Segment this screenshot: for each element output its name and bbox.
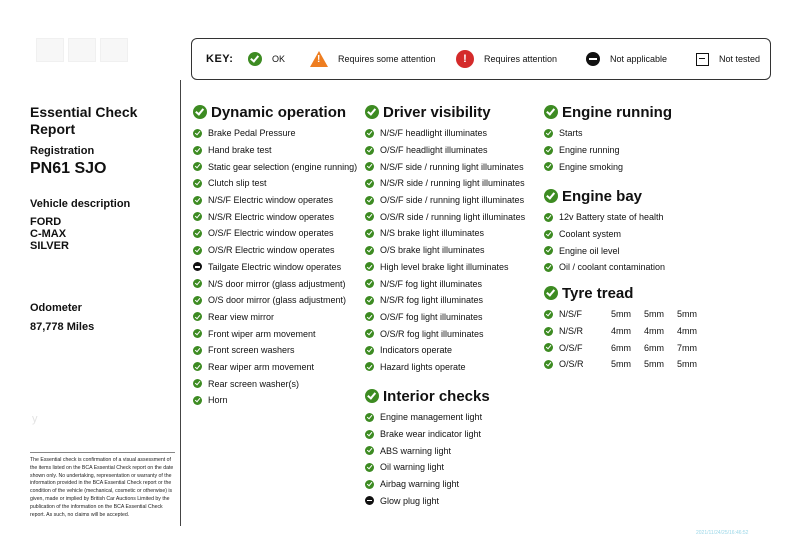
check-item-label: O/S door mirror (glass adjustment): [208, 295, 347, 306]
ok-check-icon: [193, 179, 202, 188]
check-item: [544, 259, 665, 276]
odometer-value: 87,778 Miles: [30, 321, 95, 333]
column-divider: [180, 80, 181, 526]
ok-check-icon: [365, 446, 374, 455]
ok-check-icon: [544, 146, 553, 155]
tyre-row: [544, 306, 710, 323]
check-item: [193, 125, 357, 142]
tread-depth: 5mm: [677, 309, 697, 320]
check-item: [365, 208, 525, 225]
not-tested-icon: [696, 53, 709, 66]
section-title: Driver visibility: [383, 103, 491, 121]
check-item: [544, 209, 665, 226]
check-item-label: Airbag warning light: [380, 479, 460, 490]
check-item: [365, 426, 490, 443]
check-item-label: Engine smoking: [559, 161, 624, 172]
ok-check-icon: [544, 162, 553, 171]
check-list: [365, 409, 490, 509]
check-item-label: O/S/R Electric window operates: [208, 245, 335, 256]
ok-check-icon: [365, 196, 374, 205]
check-item-label: Front wiper arm movement: [208, 328, 316, 339]
check-item: [365, 259, 525, 276]
check-item-label: Hand brake test: [208, 145, 272, 156]
tread-depth: 7mm: [677, 342, 697, 353]
section-interior-checks: [365, 386, 490, 509]
check-item-label: N/S/F Electric window operates: [208, 195, 334, 206]
check-item-label: N/S brake light illuminates: [380, 228, 485, 239]
key-item-not-applicable: [586, 48, 667, 70]
ok-check-icon: [365, 179, 374, 188]
ok-check-icon: [193, 129, 202, 138]
check-item-label: N/S/R Electric window operates: [208, 211, 335, 222]
ok-check-icon: [544, 105, 558, 119]
check-item: [365, 175, 525, 192]
check-item-label: N/S/F fog light illuminates: [380, 278, 483, 289]
vehicle-panel: [0, 0, 182, 546]
bca-logo: [36, 38, 136, 68]
key-label-some-attention: Requires some attention: [338, 54, 436, 64]
check-item: [193, 342, 357, 359]
ok-check-icon: [365, 229, 374, 238]
registration-label: Registration: [30, 145, 95, 157]
tyre-position: O/S/F: [559, 342, 583, 353]
ok-check-icon: [193, 346, 202, 355]
check-item-label: Engine running: [559, 145, 620, 156]
ok-check-icon: [365, 329, 374, 338]
ok-check-icon: [365, 430, 374, 439]
section-title: Tyre tread: [562, 284, 634, 302]
ok-check-icon: [544, 360, 553, 369]
tyre-row: [544, 339, 710, 356]
tread-depth: 6mm: [644, 342, 664, 353]
check-item-label: Starts: [559, 128, 583, 139]
ok-check-icon: [365, 212, 374, 221]
ok-check-icon: [544, 189, 558, 203]
check-item-label: High level brake light illuminates: [380, 261, 509, 272]
check-item-label: Static gear selection (engine running): [208, 161, 358, 172]
check-item-label: Clutch slip test: [208, 178, 267, 189]
ok-check-icon: [544, 213, 553, 222]
vehicle-description: [30, 216, 69, 252]
key-item-ok: [248, 48, 285, 70]
section-engine-bay: [544, 186, 665, 276]
ok-check-icon: [365, 279, 374, 288]
check-item: [193, 359, 357, 376]
warning-triangle-icon: [310, 51, 328, 67]
ok-check-icon: [365, 480, 374, 489]
ok-check-icon: [193, 196, 202, 205]
tread-depth: 5mm: [677, 359, 697, 370]
faded-watermark: y: [32, 413, 38, 425]
ok-check-icon: [193, 396, 202, 405]
check-item: [365, 192, 525, 209]
footer-timestamp: 2021/11/24/25/16:46:52: [696, 530, 749, 536]
section-title: Interior checks: [383, 387, 490, 405]
check-item: [193, 292, 357, 309]
check-item: [365, 459, 490, 476]
check-item: [365, 142, 525, 159]
vehicle-model: C-MAX: [30, 228, 67, 240]
tread-depth: 5mm: [611, 359, 631, 370]
check-item: [544, 242, 665, 259]
check-list: [544, 209, 665, 276]
ok-check-icon: [193, 212, 202, 221]
check-item-label: N/S door mirror (glass adjustment): [208, 278, 346, 289]
check-item: [193, 275, 357, 292]
tyre-row: [544, 323, 710, 340]
not-applicable-icon: [365, 496, 374, 505]
check-item-label: Brake wear indicator light: [380, 429, 482, 440]
ok-check-icon: [365, 296, 374, 305]
check-item-label: Tailgate Electric window operates: [208, 261, 342, 272]
check-item-label: Rear view mirror: [208, 311, 275, 322]
check-item-label: Rear screen washer(s): [208, 378, 300, 389]
check-item-label: N/S/R fog light illuminates: [380, 295, 484, 306]
section-title: Engine running: [562, 103, 672, 121]
tread-depth: 5mm: [644, 309, 664, 320]
ok-check-icon: [365, 389, 379, 403]
ok-check-icon: [544, 129, 553, 138]
section-engine-running: [544, 102, 672, 175]
ok-check-icon: [365, 162, 374, 171]
ok-check-icon: [193, 105, 207, 119]
check-list: [193, 125, 357, 409]
section-title: Engine bay: [562, 187, 643, 205]
section-dynamic-operation: [193, 102, 357, 409]
check-item: [193, 392, 357, 409]
check-item: [193, 225, 357, 242]
check-item: [365, 125, 525, 142]
check-item-label: Indicators operate: [380, 345, 453, 356]
attention-red-icon: !: [456, 50, 474, 68]
check-item-label: Rear wiper arm movement: [208, 361, 315, 372]
vehicle-make: FORD: [30, 216, 62, 228]
ok-check-icon: [365, 362, 374, 371]
check-item: [365, 359, 525, 376]
ok-check-icon: [365, 463, 374, 472]
tread-depth: 5mm: [611, 309, 631, 320]
ok-check-icon: [365, 346, 374, 355]
ok-check-icon: [193, 312, 202, 321]
check-item-label: N/S/F headlight illuminates: [380, 128, 488, 139]
check-item-label: Brake Pedal Pressure: [208, 128, 296, 139]
section-driver-visibility: [365, 102, 525, 375]
tyre-table: [544, 306, 710, 373]
ok-check-icon: [544, 286, 558, 300]
tread-depth: 4mm: [644, 326, 664, 337]
key-label-not-tested: Not tested: [719, 54, 761, 64]
ok-check-icon: [193, 362, 202, 371]
check-item: [193, 192, 357, 209]
key-item-attention: [456, 48, 557, 70]
check-item-label: 12v Battery state of health: [559, 212, 664, 223]
ok-check-icon: [193, 379, 202, 388]
check-item: [193, 142, 357, 159]
check-item: [365, 342, 525, 359]
check-item: [365, 409, 490, 426]
check-item: [365, 442, 490, 459]
tread-depth: 4mm: [611, 326, 631, 337]
check-item: [365, 242, 525, 259]
check-item: [544, 226, 665, 243]
check-item: [544, 125, 672, 142]
ok-check-icon: [365, 129, 374, 138]
ok-check-icon: [193, 329, 202, 338]
check-item-label: O/S/F side / running light illuminates: [380, 195, 525, 206]
check-item: [193, 158, 357, 175]
check-item-label: N/S/F side / running light illuminates: [380, 161, 524, 172]
check-item: [544, 158, 672, 175]
ok-check-icon: [544, 343, 553, 352]
tread-depth: 6mm: [611, 342, 631, 353]
check-item: [193, 259, 357, 276]
ok-check-icon: [365, 105, 379, 119]
check-list: [544, 125, 672, 175]
ok-check-icon: [365, 262, 374, 271]
odometer-label: Odometer: [30, 302, 82, 314]
not-applicable-icon: [586, 52, 600, 66]
check-list: [365, 125, 525, 375]
ok-check-icon: [365, 146, 374, 155]
ok-check-icon: [365, 312, 374, 321]
check-item-label: Oil warning light: [380, 462, 445, 473]
ok-check-icon: [193, 146, 202, 155]
disclaimer-divider: [30, 452, 175, 453]
ok-check-icon: [544, 327, 553, 336]
tyre-position: N/S/R: [559, 326, 584, 337]
vehicle-colour: SILVER: [30, 240, 69, 252]
check-item-label: Engine oil level: [559, 245, 620, 256]
check-item: [544, 142, 672, 159]
check-item-label: O/S/R fog light illuminates: [380, 328, 484, 339]
check-item-label: N/S/R side / running light illuminates: [380, 178, 525, 189]
check-item: [365, 476, 490, 493]
ok-check-icon: [365, 246, 374, 255]
check-item: [365, 275, 525, 292]
check-item-label: Engine management light: [380, 412, 483, 423]
ok-check-icon: [248, 52, 262, 66]
tyre-row: [544, 356, 710, 373]
ok-check-icon: [193, 279, 202, 288]
check-item-label: O/S brake light illuminates: [380, 245, 485, 256]
registration-value: PN61 SJO: [30, 160, 107, 177]
check-item-label: Horn: [208, 395, 228, 406]
check-item-label: O/S/R side / running light illuminates: [380, 211, 526, 222]
check-item-label: Coolant system: [559, 229, 622, 240]
ok-check-icon: [544, 310, 553, 319]
section-title: Dynamic operation: [211, 103, 347, 121]
tyre-position: O/S/R: [559, 359, 584, 370]
check-item-label: ABS warning light: [380, 445, 452, 456]
check-item: [193, 242, 357, 259]
key-label-attention: Requires attention: [484, 54, 558, 64]
check-item-label: O/S/F headlight illuminates: [380, 145, 488, 156]
check-item-label: O/S/F fog light illuminates: [380, 311, 483, 322]
check-item-label: Oil / coolant contamination: [559, 262, 666, 273]
tread-depth: 4mm: [677, 326, 697, 337]
vehicle-description-label: Vehicle description: [30, 198, 131, 210]
ok-check-icon: [544, 230, 553, 239]
check-item: [365, 325, 525, 342]
ok-check-icon: [193, 246, 202, 255]
disclaimer-text: The Essential check is confirmation of a visual assessment of the items listed on the BCA Essential Check report on the date shown only. No undertaking, representation or warranty of the information provided in the BCA Essential Check report or the condition of the vehicle (mechanical, cosmetic or otherwise) is given, made or implied by British Car Auctions Limited by the publication of the information on the BCA Essential Check report. As such, no claims will be accepted.: [30, 457, 174, 518]
check-item: [193, 309, 357, 326]
ok-check-icon: [193, 296, 202, 305]
check-item: [193, 208, 357, 225]
key-label-not-applicable: Not applicable: [610, 54, 668, 64]
check-item: [365, 492, 490, 509]
key-title: KEY:: [206, 53, 234, 65]
tread-depth: 5mm: [644, 359, 664, 370]
key-legend: [191, 38, 771, 80]
ok-check-icon: [365, 413, 374, 422]
check-item-label: Hazard lights operate: [380, 361, 466, 372]
ok-check-icon: [544, 246, 553, 255]
key-item-not-tested: [696, 48, 760, 70]
check-item: [193, 175, 357, 192]
check-item-label: O/S/F Electric window operates: [208, 228, 334, 239]
check-item: [365, 158, 525, 175]
key-label-ok: OK: [272, 54, 286, 64]
not-applicable-icon: [193, 262, 202, 271]
ok-check-icon: [193, 229, 202, 238]
ok-check-icon: [193, 162, 202, 171]
check-item: [365, 309, 525, 326]
report-title: Essential Check Report: [30, 104, 138, 137]
key-item-some-attention: [310, 48, 436, 70]
check-item: [193, 375, 357, 392]
ok-check-icon: [544, 263, 553, 272]
tyre-position: N/S/F: [559, 309, 583, 320]
check-item: [365, 225, 525, 242]
check-item: [193, 325, 357, 342]
check-item-label: Front screen washers: [208, 345, 295, 356]
section-tyre-tread: [544, 283, 710, 373]
check-item: [365, 292, 525, 309]
check-item-label: Glow plug light: [380, 495, 440, 506]
